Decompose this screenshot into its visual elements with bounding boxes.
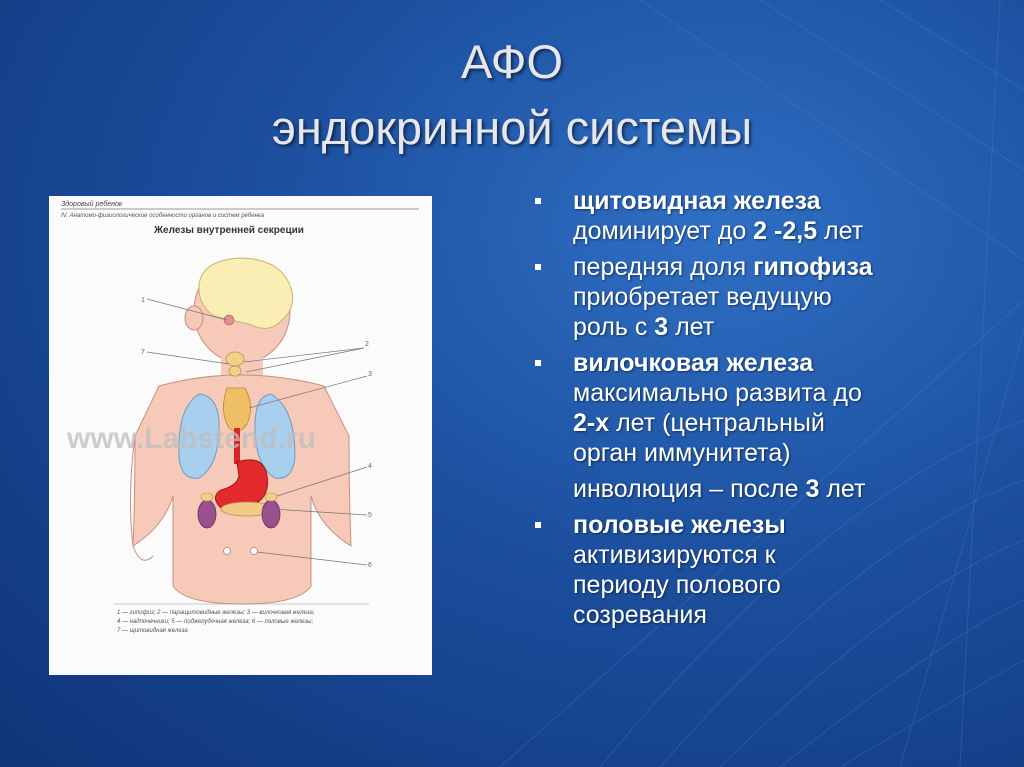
caption-line-1: 1 — гипофиз; 2 — паращитовидные железы; 3 — вилочковая железа;	[117, 610, 315, 616]
slide-title-line2: эндокринной системы	[271, 101, 753, 154]
bullet-line	[573, 570, 1001, 600]
callout-2: 2	[365, 341, 369, 348]
text-segment: лет (центральный	[609, 409, 825, 437]
text-segment: максимально развита до	[573, 379, 862, 407]
bullet-marker	[535, 264, 541, 270]
bold-text: щитовидная железа	[573, 187, 821, 215]
right-kidney	[262, 500, 280, 528]
gonad-left	[224, 548, 231, 555]
bullet-line	[573, 438, 1001, 468]
bullet-item	[531, 474, 1001, 504]
callout-7: 7	[141, 349, 145, 356]
bullet-line	[573, 378, 1001, 408]
bold-text: гипофиза	[753, 253, 873, 281]
body-diagram	[49, 196, 432, 675]
bullet-marker	[535, 198, 541, 204]
bold-text: 3	[805, 475, 820, 503]
text-segment: активизируются к	[573, 541, 776, 569]
gonad-right	[251, 548, 258, 555]
slide-title-line1: АФО	[460, 35, 564, 88]
watermark: www.Labstend.ru	[67, 422, 316, 455]
bullet-line	[573, 216, 1001, 246]
text-segment: роль с	[573, 313, 655, 341]
figure-header-small: Здоровый ребенок	[61, 201, 123, 208]
bullet-item	[531, 348, 1001, 468]
bullet-line	[573, 282, 1001, 312]
bold-text: 2-х	[573, 409, 610, 437]
text-segment: приобретает ведущую	[573, 283, 832, 311]
bullet-line	[573, 348, 1001, 378]
bold-text: половые железы	[573, 511, 786, 539]
left-adrenal	[201, 493, 213, 501]
bullet-line	[573, 312, 1001, 342]
bullet-item	[531, 252, 1001, 342]
text-segment: периоду полового	[573, 571, 781, 599]
bullet-line	[573, 408, 1001, 438]
text-segment: орган иммунитета)	[573, 439, 791, 467]
bullet-line	[573, 186, 1001, 216]
bullet-line	[573, 510, 1001, 540]
callout-3: 3	[368, 371, 372, 378]
caption-line-3: 7 — щитовидная железа	[117, 628, 188, 634]
text-segment: лет	[817, 217, 864, 245]
callout-5: 5	[368, 512, 372, 519]
pituitary-gland	[224, 315, 234, 325]
bullet-line	[573, 600, 1001, 630]
text-segment: лет	[819, 475, 866, 503]
callout-6: 6	[368, 562, 372, 569]
bullet-item	[531, 186, 1001, 246]
figure-title: Железы внутренней секреции	[154, 225, 304, 236]
bold-text: 3	[654, 313, 669, 341]
callout-1: 1	[141, 297, 145, 304]
bullet-line	[573, 252, 1001, 282]
left-kidney	[198, 500, 216, 528]
bold-text: 2 -2,5	[753, 217, 818, 245]
callout-4: 4	[368, 463, 372, 470]
right-adrenal	[265, 493, 277, 501]
caption-line-2: 4 — надпочечники; 5 — поджелудочная железа; 6 — половые железы;	[117, 619, 314, 625]
bullet-line	[573, 540, 1001, 570]
bullet-marker	[535, 522, 541, 528]
figure-header-sub: IV. Анатомо-физиологические особенности органов и систем ребенка	[61, 213, 265, 219]
figure-caption	[117, 610, 315, 634]
text-segment: созревания	[573, 601, 707, 629]
text-segment: лет	[668, 313, 715, 341]
text-segment: доминирует до	[573, 217, 754, 245]
bullet-line	[573, 474, 1001, 504]
endocrine-glands-illustration	[49, 196, 432, 675]
bullet-item	[531, 510, 1001, 630]
bullet-marker	[535, 360, 541, 366]
text-segment: передняя доля	[573, 253, 754, 281]
bold-text: вилочковая железа	[573, 349, 814, 377]
text-segment: инволюция – после	[573, 475, 806, 503]
bullet-list	[531, 186, 1001, 636]
